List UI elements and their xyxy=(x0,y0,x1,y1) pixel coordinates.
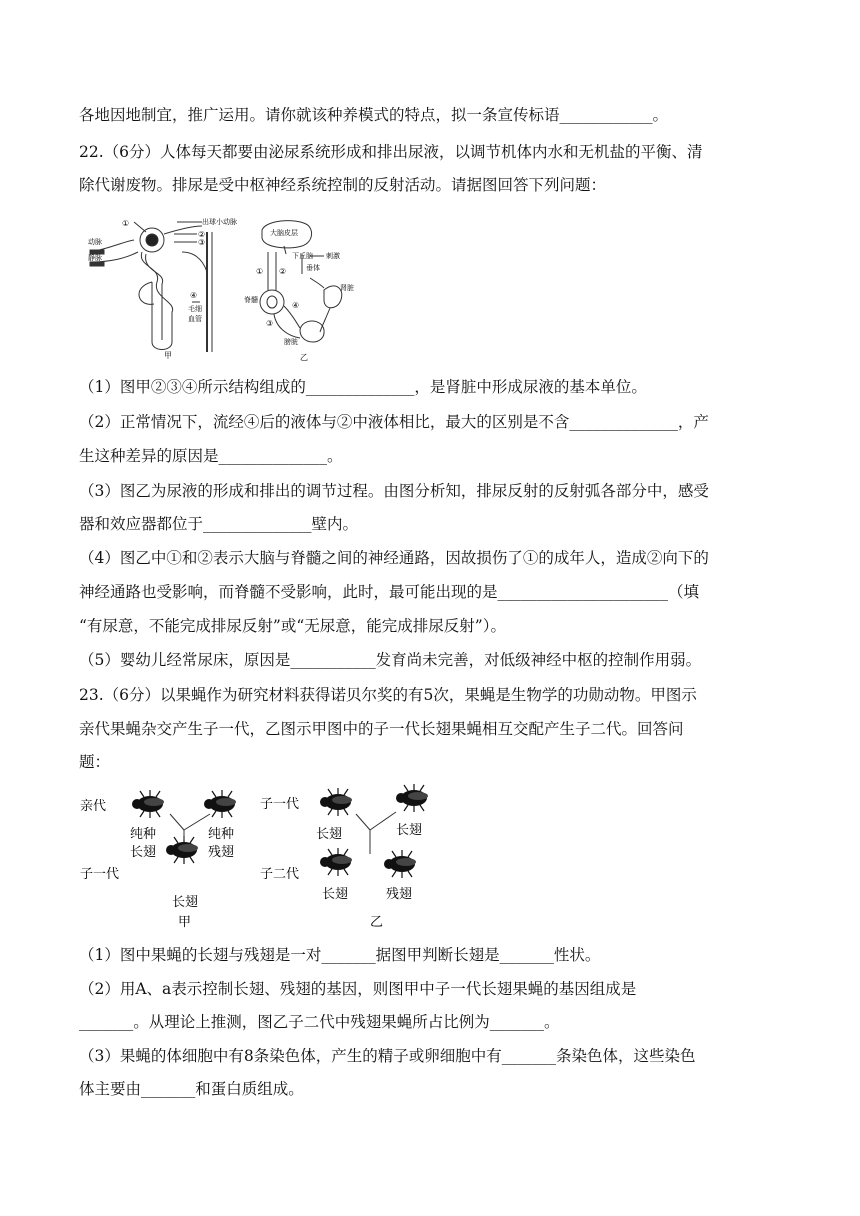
question-23-line-3: 题： xyxy=(79,753,111,771)
kidney-label-capillary-2: 血管 xyxy=(188,315,202,323)
q23-sub2-line-1: （2）用A、a表示控制长翅、残翅的基因，则图甲中子一代长翅果蝇的基因组成是 xyxy=(79,980,637,998)
q22-sub2-line-1: （2）正常情况下，流经④后的液体与②中液体相比，最大的区别是不含______________，产 xyxy=(79,413,709,431)
text-line-01: 各地因地制宜，推广运用。请你就该种养模式的特点，拟一条宣传标语____________。 xyxy=(79,106,669,124)
kidney-label-3: ③ xyxy=(198,238,206,247)
q23-sub3-line-1: （3）果蝇的体细胞中有8条染色体，产生的精子或卵细胞中有_______条染色体，这些染色 xyxy=(79,1047,696,1065)
kidney-label-4: ④ xyxy=(190,291,198,300)
fly-a-f1-trait: 长翅 xyxy=(172,895,199,910)
question-22-line-1: 22.（6分）人体每天都要由泌尿系统形成和排出尿液，以调节机体内水和无机盐的平衡、清 xyxy=(79,143,703,161)
q22-sub2-line-2: 生这种差异的原因是______________。 xyxy=(79,447,343,465)
kidney-label-artery: 动脉 xyxy=(88,238,102,246)
fly-b-long1: 长翅 xyxy=(316,827,343,842)
q23-sub2-line-2: _______。从理论上推测，图乙子二代中残翅果蝇所占比例为_______。 xyxy=(79,1013,560,1031)
reflex-label-2: ② xyxy=(279,267,287,276)
fly-a-pure1-a: 纯种 xyxy=(130,827,157,842)
reflex-label-kidney: 肾脏 xyxy=(340,284,354,292)
reflex-caption: 乙 xyxy=(300,353,308,362)
fruit-fly-icon xyxy=(396,784,428,812)
fly-b-vestigial: 残翅 xyxy=(386,887,413,902)
reflex-label-1: ① xyxy=(256,267,264,276)
reflex-label-3: ③ xyxy=(266,319,274,328)
fly-a-pure2-a: 纯种 xyxy=(208,827,235,842)
fruit-fly-icon xyxy=(320,848,352,876)
fly-a-pure2-b: 残翅 xyxy=(208,845,235,860)
fruit-fly-icon xyxy=(384,850,416,878)
fly-a-pure1-b: 长翅 xyxy=(130,845,157,860)
fly-b-long3: 长翅 xyxy=(322,887,349,902)
q22-sub3-line-1: （3）图乙为尿液的形成和排出的调节过程。由图分析知，排尿反射的反射弧各部分中，感受 xyxy=(79,482,709,500)
fly-b-long2: 长翅 xyxy=(396,823,423,838)
q22-sub4-line-1: （4）图乙中①和②表示大脑与脊髓之间的神经通路，因故损伤了①的成年人，造成②向下的 xyxy=(79,549,709,567)
kidney-label-vein: 静脉 xyxy=(88,254,102,262)
fruit-fly-icon xyxy=(132,790,164,818)
fruit-fly-icon xyxy=(320,788,352,816)
reflex-label-pituitary: 垂体 xyxy=(306,264,320,272)
q22-sub5: （5）婴幼儿经常尿床，原因是___________发育尚未完善，对低级神经中枢的控制作用弱。 xyxy=(79,651,702,669)
question-22-line-2: 除代谢废物。排尿是受中枢神经系统控制的反射活动。请据图回答下列问题： xyxy=(79,176,607,194)
fly-a-caption: 甲 xyxy=(178,915,192,930)
reflex-label-4: ④ xyxy=(292,301,300,310)
fly-cross-diagram-b xyxy=(256,784,436,934)
question-23-line-2: 亲代果蝇杂交产生子一代，乙图示甲图中的子一代长翅果蝇相互交配产生子二代。回答问 xyxy=(79,720,684,738)
kidney-label-2: ② xyxy=(198,230,206,239)
reflex-label-hypothalamus: 下丘脑 xyxy=(292,252,313,260)
fruit-fly-icon xyxy=(204,790,236,818)
reflex-label-cortex: 大脑皮层 xyxy=(270,229,298,237)
reflex-label-stimulus: 刺激 xyxy=(326,252,340,260)
q23-sub1: （1）图中果蝇的长翅与残翅是一对_______据图甲判断长翅是_______性状。 xyxy=(79,946,601,964)
kidney-unit-diagram xyxy=(82,212,237,362)
kidney-caption: 甲 xyxy=(164,351,172,360)
urination-reflex-diagram xyxy=(244,218,364,364)
fly-b-caption: 乙 xyxy=(370,915,384,930)
kidney-label-1: ① xyxy=(122,219,130,228)
q22-sub4-line-2: 神经通路也受影响，而脊髓不受影响，此时，最可能出现的是______________________（填 xyxy=(79,583,700,601)
fly-cross-diagram-a xyxy=(80,784,250,934)
question-23-line-1: 23.（6分）以果蝇作为研究材料获得诺贝尔奖的有5次，果蝇是生物学的功勋动物。甲图示 xyxy=(79,686,697,704)
fly-b-f1-label: 子一代 xyxy=(260,797,300,812)
q22-sub3-line-2: 器和效应器都位于______________壁内。 xyxy=(79,515,359,533)
reflex-label-bladder: 膀胱 xyxy=(284,338,298,346)
fly-a-parent-label: 亲代 xyxy=(80,799,107,814)
kidney-label-capillary-1: 毛细 xyxy=(188,305,202,313)
q23-sub3-line-2: 体主要由_______和蛋白质组成。 xyxy=(79,1080,304,1098)
q22-sub1: （1）图甲②③④所示结构组成的______________，是肾脏中形成尿液的基本单位。 xyxy=(79,378,647,396)
kidney-label-outgoing-arteriole: 出球小动脉 xyxy=(202,218,237,226)
fly-b-f2-label: 子二代 xyxy=(260,867,300,882)
fly-a-f1-label: 子一代 xyxy=(80,867,120,882)
reflex-label-spinal-cord: 脊髓 xyxy=(244,296,258,304)
fruit-fly-icon xyxy=(166,836,198,864)
q22-sub4-line-3: “有尿意，不能完成排尿反射”或“无尿意，能完成排尿反射”）。 xyxy=(79,617,506,635)
